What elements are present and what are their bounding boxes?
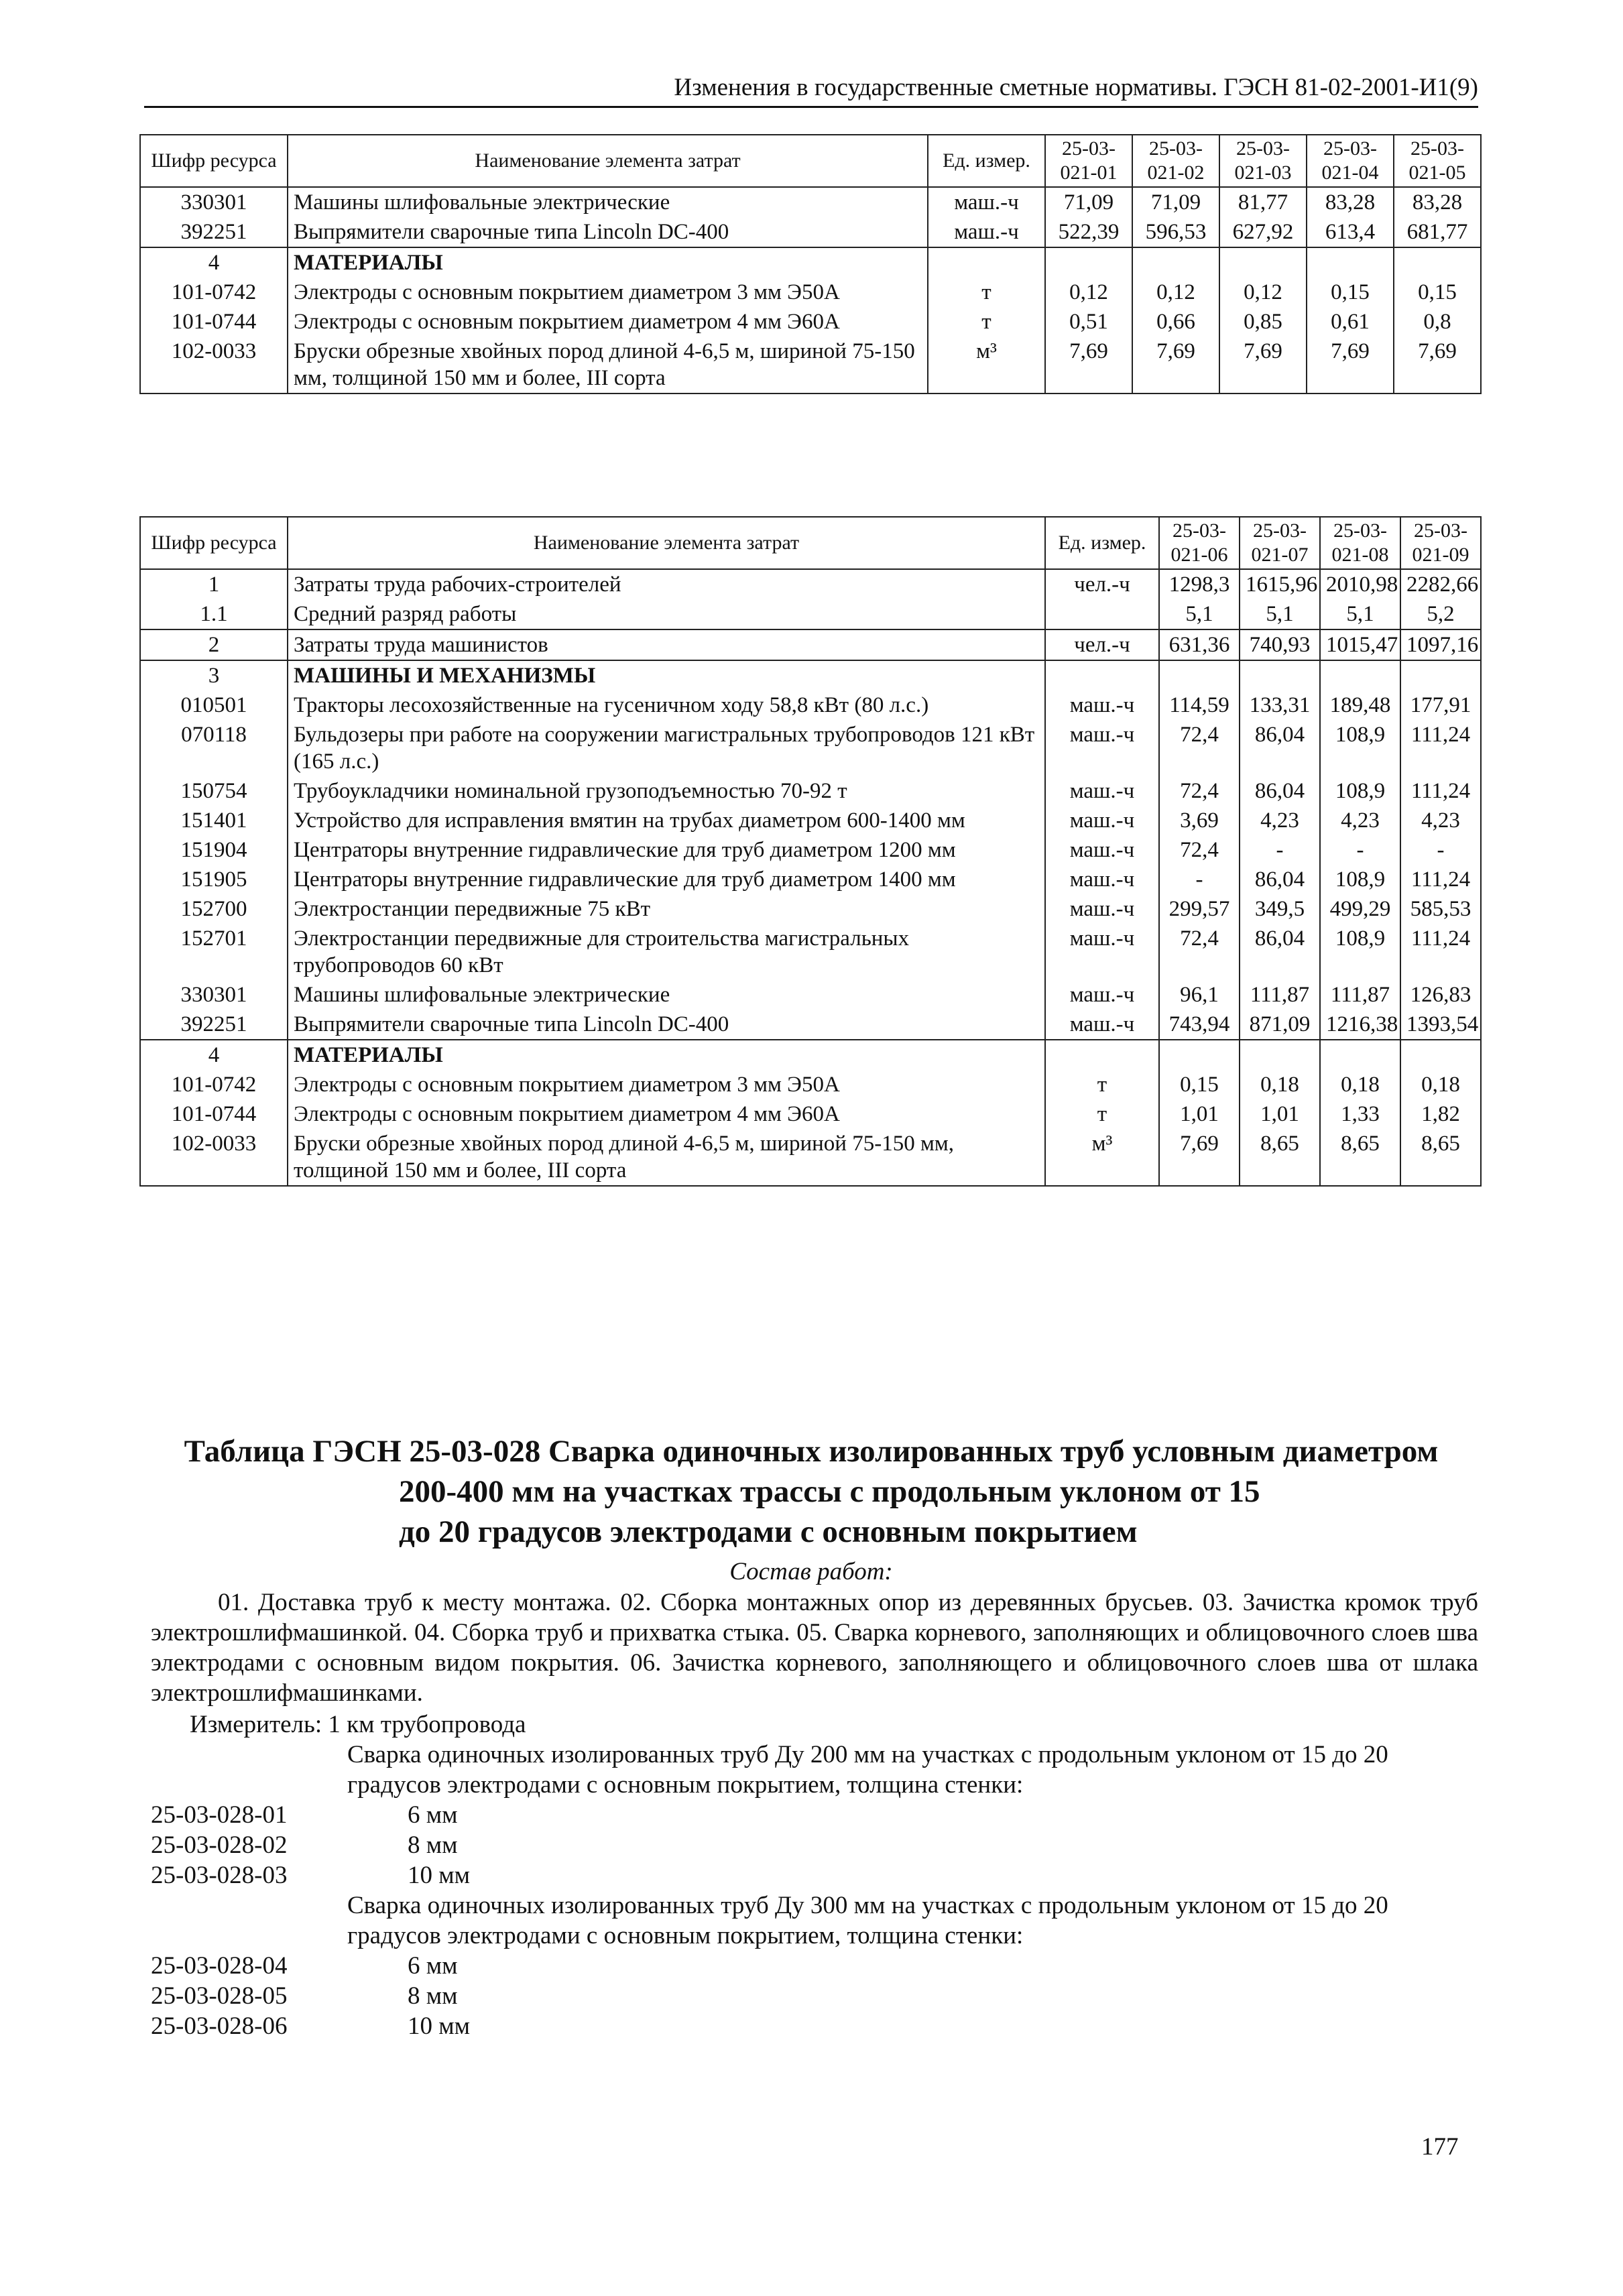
value-cell: - <box>1240 835 1320 865</box>
unit-cell: т <box>1045 1070 1159 1099</box>
value-cell: 4,23 <box>1400 806 1481 835</box>
norm-value: 10 мм <box>408 1862 471 1889</box>
norm-code: 25-03-028-02 <box>151 1831 288 1859</box>
resource-name-cell: Электроды с основным покрытием диаметром 4 мм Э60А <box>288 1099 1045 1129</box>
title-line-1: Таблица ГЭСН 25-03-028 Сварка одиночных изолированных труб условным диаметром <box>184 1434 1439 1469</box>
value-cell: 72,4 <box>1159 720 1240 776</box>
value-cell: 86,04 <box>1240 924 1320 980</box>
header-col: 25-03-021-04 <box>1307 135 1394 187</box>
value-cell: 8,65 <box>1240 1129 1320 1186</box>
value-cell: 126,83 <box>1400 980 1481 1010</box>
value-cell <box>1320 660 1400 690</box>
value-cell: 0,15 <box>1307 278 1394 307</box>
group2-description: Сварка одиночных изолированных труб Ду 300 мм на участках с продольным уклоном от 15 до 20 градусов электродами с основным покрытием, толщина стенки: <box>347 1892 1388 1949</box>
resource-code-cell: 102-0033 <box>140 337 288 394</box>
norm-code: 25-03-028-04 <box>151 1952 288 1980</box>
value-cell: 299,57 <box>1159 894 1240 924</box>
value-cell: 7,69 <box>1307 337 1394 394</box>
header-code: Шифр ресурса <box>140 517 288 569</box>
value-cell: 0,51 <box>1045 307 1132 337</box>
value-cell: 4,23 <box>1320 806 1400 835</box>
value-cell: 72,4 <box>1159 835 1240 865</box>
value-cell <box>1320 1040 1400 1070</box>
resource-code-cell: 102-0033 <box>140 1129 288 1186</box>
resource-name-cell: Тракторы лесохозяйственные на гусеничном ходу 58,8 кВт (80 л.с.) <box>288 690 1045 720</box>
value-cell: 0,66 <box>1132 307 1219 337</box>
header-col: 25-03-021-09 <box>1400 517 1481 569</box>
group1-description: Сварка одиночных изолированных труб Ду 200 мм на участках с продольным уклоном от 15 до 20 градусов электродами с основным покрытием, толщина стенки: <box>347 1741 1388 1799</box>
resource-name-cell: Электроды с основным покрытием диаметром 3 мм Э50А <box>288 278 928 307</box>
table-row <box>140 894 1481 924</box>
value-cell <box>1045 247 1132 278</box>
value-cell: 108,9 <box>1320 865 1400 894</box>
resource-code-cell: 1.1 <box>140 599 288 629</box>
resource-name-cell: Бруски обрезные хвойных пород длиной 4-6,5 м, шириной 75-150 мм, толщиной 150 мм и более, III сорта <box>288 1129 1045 1186</box>
title-line-3: до 20 градусов электродами с основным покрытием <box>399 1514 1138 1549</box>
table-row <box>140 660 1481 690</box>
table-row <box>140 690 1481 720</box>
norm-value: 10 мм <box>408 2012 471 2040</box>
resource-name-cell: Затраты труда машинистов <box>288 629 1045 660</box>
norm-value: 8 мм <box>408 1982 458 2010</box>
value-cell: 133,31 <box>1240 690 1320 720</box>
unit-cell: маш.-ч <box>1045 835 1159 865</box>
resource-name-cell: МАШИНЫ И МЕХАНИЗМЫ <box>288 660 1045 690</box>
resource-code-cell: 151905 <box>140 865 288 894</box>
table-row <box>140 865 1481 894</box>
running-header: Изменения в государственные сметные нормативы. ГЭСН 81-02-2001-И1(9) <box>144 72 1478 108</box>
value-cell: 5,1 <box>1240 599 1320 629</box>
unit-cell: чел.-ч <box>1045 629 1159 660</box>
header-col: 25-03-021-08 <box>1320 517 1400 569</box>
value-cell <box>1240 1040 1320 1070</box>
unit-cell: маш.-ч <box>1045 806 1159 835</box>
norm-value: 8 мм <box>408 1831 458 1859</box>
table-row <box>140 1070 1481 1099</box>
value-cell <box>1400 660 1481 690</box>
value-cell <box>1240 660 1320 690</box>
norm-code: 25-03-028-01 <box>151 1801 288 1829</box>
resource-name-cell: Машины шлифовальные электрические <box>288 187 928 217</box>
measurer: Измеритель: 1 км трубопровода <box>190 1711 526 1738</box>
works-heading: Состав работ: <box>729 1558 893 1585</box>
norm-code: 25-03-028-06 <box>151 2012 288 2040</box>
header-code: Шифр ресурса <box>140 135 288 187</box>
value-cell <box>1400 1040 1481 1070</box>
value-cell <box>1394 247 1481 278</box>
value-cell: 1,33 <box>1320 1099 1400 1129</box>
table-row <box>140 599 1481 629</box>
value-cell: 0,18 <box>1320 1070 1400 1099</box>
resource-name-cell: Электроды с основным покрытием диаметром 3 мм Э50А <box>288 1070 1045 1099</box>
resource-code-cell: 330301 <box>140 187 288 217</box>
resource-code-cell: 150754 <box>140 776 288 806</box>
resource-code-cell: 330301 <box>140 980 288 1010</box>
section-title <box>144 1431 1478 1552</box>
resource-code-cell: 101-0744 <box>140 1099 288 1129</box>
value-cell: 0,18 <box>1400 1070 1481 1099</box>
value-cell: 71,09 <box>1045 187 1132 217</box>
unit-cell <box>1045 1040 1159 1070</box>
value-cell: 0,61 <box>1307 307 1394 337</box>
resource-name-cell: Бруски обрезные хвойных пород длиной 4-6,5 м, шириной 75-150 мм, толщиной 150 мм и более, III сорта <box>288 337 928 394</box>
unit-cell: маш.-ч <box>1045 980 1159 1010</box>
value-cell <box>1159 660 1240 690</box>
resource-name-cell: Электроды с основным покрытием диаметром 4 мм Э60А <box>288 307 928 337</box>
value-cell: 499,29 <box>1320 894 1400 924</box>
header-col: 25-03-021-07 <box>1240 517 1320 569</box>
resource-code-cell: 2 <box>140 629 288 660</box>
value-cell: 522,39 <box>1045 217 1132 247</box>
value-cell: 1,82 <box>1400 1099 1481 1129</box>
value-cell: 7,69 <box>1045 337 1132 394</box>
value-cell: 596,53 <box>1132 217 1219 247</box>
value-cell: 71,09 <box>1132 187 1219 217</box>
value-cell: 72,4 <box>1159 924 1240 980</box>
resource-code-cell: 392251 <box>140 217 288 247</box>
value-cell: 111,24 <box>1400 865 1481 894</box>
unit-cell <box>928 247 1045 278</box>
value-cell: 681,77 <box>1394 217 1481 247</box>
resource-name-cell: Электростанции передвижные для строительства магистральных трубопроводов 60 кВт <box>288 924 1045 980</box>
value-cell: 7,69 <box>1132 337 1219 394</box>
resource-code-cell: 152700 <box>140 894 288 924</box>
unit-cell: маш.-ч <box>928 187 1045 217</box>
value-cell: 743,94 <box>1159 1010 1240 1040</box>
table-header-row <box>140 517 1481 569</box>
value-cell: 627,92 <box>1219 217 1307 247</box>
resource-name-cell: Электростанции передвижные 75 кВт <box>288 894 1045 924</box>
resource-name-cell: Средний разряд работы <box>288 599 1045 629</box>
value-cell: 1216,38 <box>1320 1010 1400 1040</box>
table-row <box>140 806 1481 835</box>
cost-table-1 <box>139 134 1482 394</box>
resource-code-cell: 151904 <box>140 835 288 865</box>
value-cell: 111,87 <box>1320 980 1400 1010</box>
resource-name-cell: Центраторы внутренние гидравлические для труб диаметром 1200 мм <box>288 835 1045 865</box>
unit-cell: маш.-ч <box>1045 865 1159 894</box>
unit-cell: м³ <box>1045 1129 1159 1186</box>
value-cell: 86,04 <box>1240 720 1320 776</box>
table-row <box>140 980 1481 1010</box>
page-number: 177 <box>1421 2133 1459 2161</box>
resource-name-cell: Выпрямители сварочные типа Lincoln DC-400 <box>288 217 928 247</box>
value-cell: 0,8 <box>1394 307 1481 337</box>
resource-name-cell: Трубоукладчики номинальной грузоподъемностью 70-92 т <box>288 776 1045 806</box>
value-cell: 8,65 <box>1320 1129 1400 1186</box>
value-cell: 0,12 <box>1132 278 1219 307</box>
value-cell: 111,24 <box>1400 924 1481 980</box>
value-cell: 0,12 <box>1219 278 1307 307</box>
resource-code-cell: 010501 <box>140 690 288 720</box>
table-row <box>140 1099 1481 1129</box>
resource-name-cell: Выпрямители сварочные типа Lincoln DC-400 <box>288 1010 1045 1040</box>
value-cell <box>1159 1040 1240 1070</box>
table-row <box>140 1129 1481 1186</box>
unit-cell: маш.-ч <box>928 217 1045 247</box>
value-cell: 111,24 <box>1400 720 1481 776</box>
header-name: Наименование элемента затрат <box>288 135 928 187</box>
value-cell: 1298,3 <box>1159 569 1240 599</box>
table-row <box>140 278 1481 307</box>
table-row <box>140 629 1481 660</box>
value-cell: 177,91 <box>1400 690 1481 720</box>
value-cell: 349,5 <box>1240 894 1320 924</box>
resource-name-cell: МАТЕРИАЛЫ <box>288 1040 1045 1070</box>
value-cell: 5,1 <box>1159 599 1240 629</box>
resource-name-cell: Машины шлифовальные электрические <box>288 980 1045 1010</box>
value-cell: 7,69 <box>1219 337 1307 394</box>
value-cell: 613,4 <box>1307 217 1394 247</box>
value-cell: 5,1 <box>1320 599 1400 629</box>
value-cell: 1,01 <box>1159 1099 1240 1129</box>
value-cell: 0,15 <box>1394 278 1481 307</box>
resource-code-cell: 4 <box>140 1040 288 1070</box>
value-cell: 111,24 <box>1400 776 1481 806</box>
value-cell: 0,85 <box>1219 307 1307 337</box>
table-row <box>140 247 1481 278</box>
unit-cell: маш.-ч <box>1045 776 1159 806</box>
resource-code-cell: 070118 <box>140 720 288 776</box>
resource-name-cell: Устройство для исправления вмятин на трубах диаметром 600-1400 мм <box>288 806 1045 835</box>
value-cell: 0,12 <box>1045 278 1132 307</box>
value-cell: 4,23 <box>1240 806 1320 835</box>
resource-code-cell: 1 <box>140 569 288 599</box>
value-cell: 0,15 <box>1159 1070 1240 1099</box>
cost-table-2 <box>139 516 1482 1187</box>
table-row <box>140 835 1481 865</box>
unit-cell <box>1045 599 1159 629</box>
value-cell: 1097,16 <box>1400 629 1481 660</box>
unit-cell <box>1045 660 1159 690</box>
table-row <box>140 776 1481 806</box>
value-cell: 871,09 <box>1240 1010 1320 1040</box>
resource-code-cell: 151401 <box>140 806 288 835</box>
value-cell: 1,01 <box>1240 1099 1320 1129</box>
table-row <box>140 187 1481 217</box>
value-cell: 740,93 <box>1240 629 1320 660</box>
value-cell: 86,04 <box>1240 776 1320 806</box>
header-col: 25-03-021-03 <box>1219 135 1307 187</box>
table-row <box>140 1010 1481 1040</box>
resource-code-cell: 3 <box>140 660 288 690</box>
value-cell: - <box>1320 835 1400 865</box>
header-col: 25-03-021-05 <box>1394 135 1481 187</box>
norm-value: 6 мм <box>408 1952 458 1980</box>
value-cell: 72,4 <box>1159 776 1240 806</box>
unit-cell: маш.-ч <box>1045 690 1159 720</box>
value-cell: 0,18 <box>1240 1070 1320 1099</box>
value-cell: - <box>1400 835 1481 865</box>
header-col: 25-03-021-02 <box>1132 135 1219 187</box>
norm-code: 25-03-028-03 <box>151 1862 288 1889</box>
unit-cell: маш.-ч <box>1045 894 1159 924</box>
value-cell <box>1307 247 1394 278</box>
table-row <box>140 924 1481 980</box>
norm-value: 6 мм <box>408 1801 458 1829</box>
table-row <box>140 217 1481 247</box>
value-cell: 8,65 <box>1400 1129 1481 1186</box>
resource-name-cell: Затраты труда рабочих-строителей <box>288 569 1045 599</box>
unit-cell: т <box>1045 1099 1159 1129</box>
value-cell: 1015,47 <box>1320 629 1400 660</box>
resource-name-cell: Центраторы внутренние гидравлические для труб диаметром 1400 мм <box>288 865 1045 894</box>
unit-cell: т <box>928 278 1045 307</box>
value-cell: 114,59 <box>1159 690 1240 720</box>
works-text: 01. Доставка труб к месту монтажа. 02. Сборка монтажных опор из деревянных брусьев. 03. Зачистка кромок труб электрошлифмашинкой. 04. Сборка труб и прихватка стыка. 05. Сварка корневого, заполняющих и облицовочного слоев шва электродами с основным видом покрытия. 06. Зачистка корневого, заполняющего и облицовочного слоев шва от шлака электрошлифмашинками. <box>151 1589 1478 1707</box>
value-cell: 1615,96 <box>1240 569 1320 599</box>
resource-code-cell: 101-0742 <box>140 278 288 307</box>
title-line-2: 200-400 мм на участках трассы с продольным уклоном от 15 <box>399 1474 1260 1509</box>
value-cell <box>1132 247 1219 278</box>
value-cell: 7,69 <box>1159 1129 1240 1186</box>
value-cell: 2282,66 <box>1400 569 1481 599</box>
value-cell: 81,77 <box>1219 187 1307 217</box>
resource-code-cell: 101-0742 <box>140 1070 288 1099</box>
value-cell: 3,69 <box>1159 806 1240 835</box>
value-cell: 108,9 <box>1320 720 1400 776</box>
table-row <box>140 307 1481 337</box>
table-row <box>140 569 1481 599</box>
value-cell: 83,28 <box>1307 187 1394 217</box>
value-cell: 83,28 <box>1394 187 1481 217</box>
unit-cell: м³ <box>928 337 1045 394</box>
header-unit: Ед. измер. <box>928 135 1045 187</box>
value-cell: 189,48 <box>1320 690 1400 720</box>
header-col: 25-03-021-06 <box>1159 517 1240 569</box>
value-cell: 1393,54 <box>1400 1010 1481 1040</box>
unit-cell: чел.-ч <box>1045 569 1159 599</box>
table-row <box>140 1040 1481 1070</box>
value-cell: 585,53 <box>1400 894 1481 924</box>
unit-cell: маш.-ч <box>1045 720 1159 776</box>
table-header-row <box>140 135 1481 187</box>
header-unit: Ед. измер. <box>1045 517 1159 569</box>
value-cell: 86,04 <box>1240 865 1320 894</box>
table-row <box>140 720 1481 776</box>
unit-cell: маш.-ч <box>1045 924 1159 980</box>
resource-code-cell: 152701 <box>140 924 288 980</box>
value-cell: 108,9 <box>1320 924 1400 980</box>
header-col: 25-03-021-01 <box>1045 135 1132 187</box>
value-cell: - <box>1159 865 1240 894</box>
resource-code-cell: 392251 <box>140 1010 288 1040</box>
table-row <box>140 337 1481 394</box>
value-cell: 631,36 <box>1159 629 1240 660</box>
value-cell: 111,87 <box>1240 980 1320 1010</box>
norm-code: 25-03-028-05 <box>151 1982 288 2010</box>
value-cell: 108,9 <box>1320 776 1400 806</box>
unit-cell: маш.-ч <box>1045 1010 1159 1040</box>
header-name: Наименование элемента затрат <box>288 517 1045 569</box>
unit-cell: т <box>928 307 1045 337</box>
resource-name-cell: Бульдозеры при работе на сооружении магистральных трубопроводов 121 кВт (165 л.с.) <box>288 720 1045 776</box>
resource-code-cell: 4 <box>140 247 288 278</box>
value-cell: 2010,98 <box>1320 569 1400 599</box>
resource-name-cell: МАТЕРИАЛЫ <box>288 247 928 278</box>
value-cell <box>1219 247 1307 278</box>
value-cell: 7,69 <box>1394 337 1481 394</box>
value-cell: 5,2 <box>1400 599 1481 629</box>
value-cell: 96,1 <box>1159 980 1240 1010</box>
resource-code-cell: 101-0744 <box>140 307 288 337</box>
